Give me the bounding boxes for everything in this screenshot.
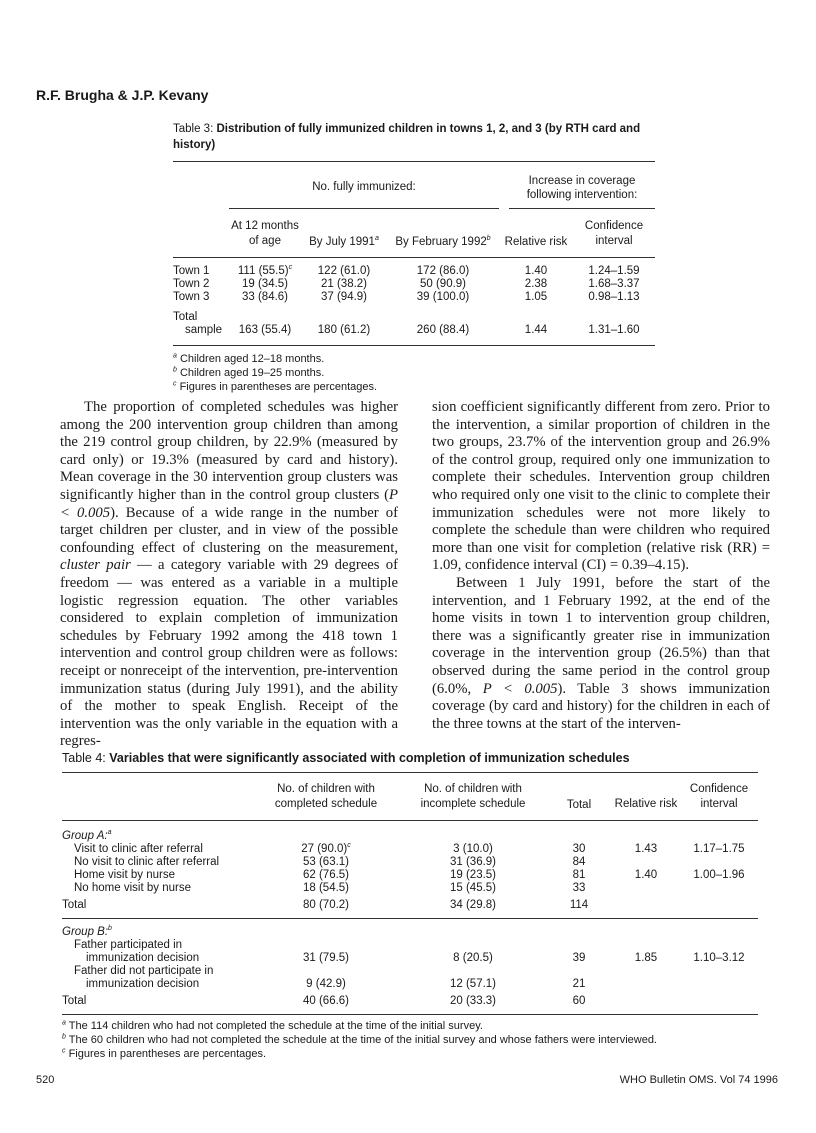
col-july-1991: By July 1991$^a$ [309,235,379,248]
table-row-total: sample 163 (55.4) 180 (61.2) 260 (88.4) 1.44 1.31–1.60 [173,324,655,346]
table-row: Town 3 33 (84.6) 37 (94.9) 39 (100.0) 1.05 0.98–1.13 [173,290,640,303]
table-row: Father did not participate in [74,964,214,977]
body-column-left [60,399,398,751]
table-row-total: Total 80 (70.2) 34 (29.8) 114 [62,895,758,919]
group-b-header: Group B:$^b$ [62,924,112,938]
group-header-increase: Increase in coverage following intervention: [499,162,655,220]
table-row: No visit to clinic after referral 53 (63.1) 31 (36.9) 84 [74,855,586,868]
col-incomplete: No. of children with incomplete schedule [420,783,526,810]
table-4-footnotes: $^a$ The 114 children who had not completed the schedule at the time of the initial survey. $^b$ The 60 children who had not completed the schedule at the time of the initial survey and whose fathers were interviewed. $^c$ Figures in parentheses are percentages. [62,1019,657,1060]
group-header-fully-immunized: No. fully immunized: [229,162,499,220]
table-row: Father participated in [74,938,183,951]
paragraph: sion coefficient significantly different from zero. Prior to the intervention, a similar proportion of children in the two groups, 23.7% of the intervention group and 26.9% of the control group, required only one immunization to complete their schedules. Intervention group children who required only one visit to the clinic to complete their immunization schedules were not more likely to complete the schedule than were children who required more than one visit for completion (relative risk (RR) = 1.09, confidence interval (CI) = 0.39–4.15). [432,399,770,574]
table-row: Total [173,310,198,323]
col-confidence-interval: Confidence interval [584,220,644,247]
body-column-right [432,399,770,733]
table-row: Visit to clinic after referral 27 $(90.0)^c$ 3 (10.0) 30 1.43 1.17–1.75 [74,841,745,855]
table-3-caption: Table 3: Distribution of fully immunized children in towns 1, 2, and 3 (by RTH card and history) [173,123,641,151]
page-number: 520 [36,1074,55,1086]
table-4-caption: Table 4: Variables that were significantly associated with completion of immunization schedules [62,751,630,765]
table-row-total: Total 40 (66.6) 20 (33.3) 60 [62,991,758,1015]
table-4-grid [62,772,758,1015]
paragraph: Between 1 July 1991, before the start of the intervention, and 1 February 1992, at the end of the home visits in town 1 to intervention group children, there was a significantly greater rise in immunization coverage in the intervention group (26.5%) than that observed during the same period in the control group (6.0%, P < 0.005). Table 3 shows immunization coverage (by card and history) for the children in each of the three towns at the start of the interven- [432,574,770,732]
col-feb-1992: By February 1992$^b$ [395,235,491,248]
table-row: Town 1 111 $(55.5)^c$ 122 (61.0) 172 (86.0) 1.40 1.24–1.59 [173,263,640,277]
table-4 [62,750,758,1061]
table-3-grid [173,161,655,346]
col-completed: No. of children with completed schedule [274,783,378,810]
col-confidence-interval: Confidence interval [689,783,749,810]
table-row: Home visit by nurse 62 (76.5) 19 (23.5) 81 1.40 1.00–1.96 [74,868,745,881]
table-row: immunization decision 9 (42.9) 12 (57.1) 21 [86,977,586,990]
table-3-footnotes: $^a$ Children aged 12–18 months. $^b$ Children aged 19–25 months. $^c$ Figures in parentheses are percentages. [173,351,378,393]
col-12-months: At 12 months of age [231,220,299,247]
table-row: immunization decision 31 (79.5) 8 (20.5) 39 1.85 1.10–3.12 [86,951,745,964]
group-a-header: Group A:$^a$ [62,828,112,842]
running-header: R.F. Brugha & J.P. Kevany [36,87,209,103]
table-row: No home visit by nurse 18 (54.5) 15 (45.5) 33 [74,881,586,894]
journal-footer: WHO Bulletin OMS. Vol 74 1996 [619,1074,778,1086]
col-relative-risk: Relative risk [614,798,678,810]
table-3 [173,121,655,394]
table-row: Town 2 19 (34.5) 21 (38.2) 50 (90.9) 2.38 1.68–3.37 [173,277,640,290]
col-total: Total [566,799,592,811]
paragraph: The proportion of completed schedules was higher among the 200 intervention group children than among the 219 control group children, by 22.9% (measured by card only) or 19.3% (measured by card and history). Mean coverage in the 30 intervention group clusters was significantly higher than in the control group clusters (P < 0.005). Because of a wide range in the number of target children per cluster, and in view of the possible confounding effect of clustering on the measurement, cluster pair — a category variable with 29 degrees of freedom — was entered as a variable in a multiple logistic regression equation. The other variables considered to explain completion of immunization schedules by February 1992 among the 418 town 1 intervention and control group children were as follows: receipt or nonreceipt of the intervention, pre-intervention immunization status (during July 1991), and the ability of the mother to speak English. Receipt of the intervention was the only variable in the equation with a regres- [60,399,398,750]
col-relative-risk: Relative risk [504,236,568,248]
